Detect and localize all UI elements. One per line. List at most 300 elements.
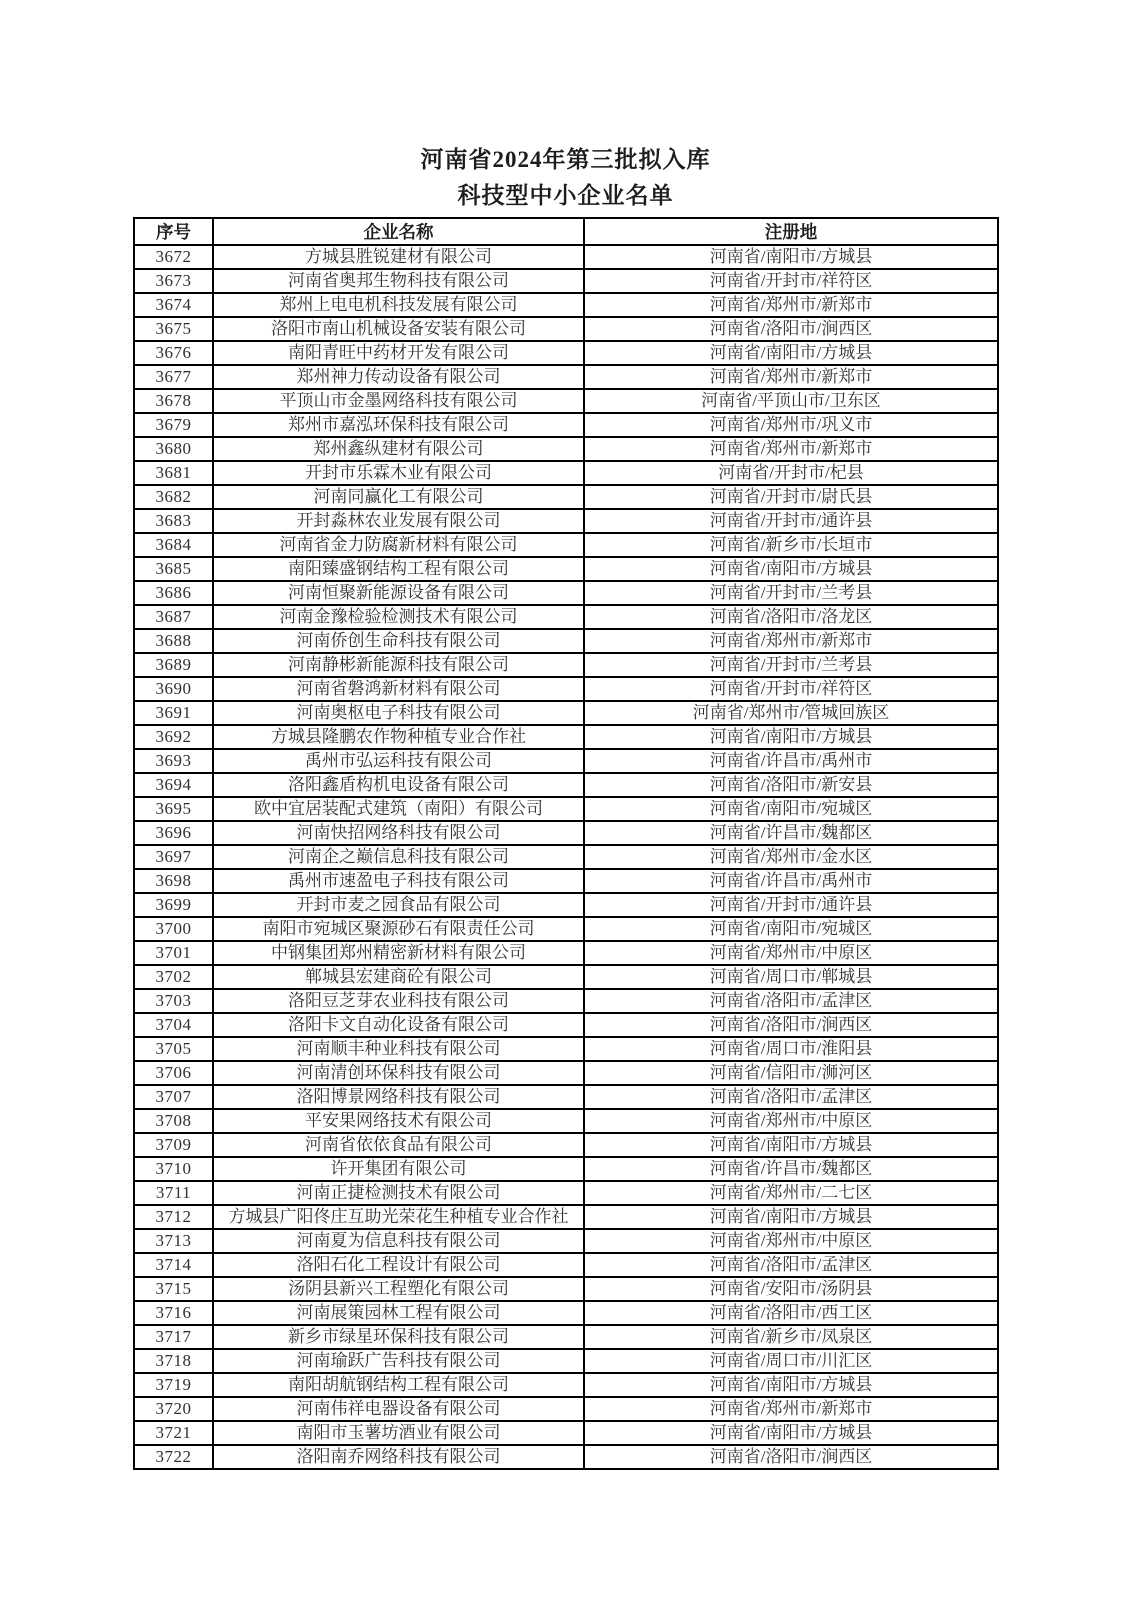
registration-cell bbox=[584, 965, 998, 989]
registration-cell bbox=[584, 317, 998, 341]
table-row bbox=[134, 437, 998, 461]
company-name-cell-text: 新乡市绿星环保科技有限公司 bbox=[288, 1327, 509, 1346]
company-name-cell-text: 洛阳市南山机械设备安装有限公司 bbox=[271, 319, 526, 338]
company-name-cell-text: 中钢集团郑州精密新材料有限公司 bbox=[271, 943, 526, 962]
serial-cell bbox=[134, 821, 213, 845]
registration-cell bbox=[584, 1037, 998, 1061]
registration-cell-text: 河南省/许昌市/禹州市 bbox=[709, 751, 873, 770]
company-name-cell-text: 南阳青旺中药材开发有限公司 bbox=[288, 343, 509, 362]
registration-cell-text: 河南省/周口市/川汇区 bbox=[709, 1351, 873, 1370]
company-name-cell bbox=[213, 1421, 584, 1445]
company-name-cell bbox=[213, 1325, 584, 1349]
serial-cell-text: 3701 bbox=[155, 943, 192, 962]
registration-cell-text: 河南省/洛阳市/涧西区 bbox=[709, 319, 873, 338]
serial-cell-text: 3693 bbox=[155, 751, 192, 770]
company-name-cell bbox=[213, 1277, 584, 1301]
table-row bbox=[134, 1277, 998, 1301]
company-name-cell bbox=[213, 653, 584, 677]
registration-cell bbox=[584, 1109, 998, 1133]
serial-cell-text: 3707 bbox=[155, 1087, 192, 1106]
registration-cell-text: 河南省/洛阳市/涧西区 bbox=[709, 1447, 873, 1466]
table-body bbox=[134, 245, 998, 1469]
company-name-cell-text: 河南恒聚新能源设备有限公司 bbox=[288, 583, 509, 602]
registration-cell-text: 河南省/郑州市/巩义市 bbox=[709, 415, 873, 434]
table-row bbox=[134, 605, 998, 629]
table-row bbox=[134, 341, 998, 365]
company-name-cell-text: 郸城县宏建商砼有限公司 bbox=[305, 967, 492, 986]
company-name-cell bbox=[213, 965, 584, 989]
table-row bbox=[134, 845, 998, 869]
serial-cell-text: 3692 bbox=[155, 727, 192, 746]
serial-cell bbox=[134, 461, 213, 485]
company-name-cell bbox=[213, 1397, 584, 1421]
registration-cell-text: 河南省/新乡市/凤泉区 bbox=[709, 1327, 873, 1346]
registration-cell-text: 河南省/郑州市/中原区 bbox=[709, 1111, 873, 1130]
company-name-cell-text: 洛阳豆芝芽农业科技有限公司 bbox=[288, 991, 509, 1010]
company-name-cell-text: 欧中宜居装配式建筑（南阳）有限公司 bbox=[254, 799, 543, 818]
serial-cell bbox=[134, 677, 213, 701]
registration-cell bbox=[584, 485, 998, 509]
table-row bbox=[134, 1421, 998, 1445]
registration-cell-text: 河南省/南阳市/方城县 bbox=[709, 559, 873, 578]
serial-cell-text: 3715 bbox=[155, 1279, 192, 1298]
company-name-cell-text: 南阳臻盛钢结构工程有限公司 bbox=[288, 559, 509, 578]
table-row bbox=[134, 1445, 998, 1469]
serial-cell-text: 3682 bbox=[155, 487, 192, 506]
table-row bbox=[134, 869, 998, 893]
registration-cell-text: 河南省/郑州市/中原区 bbox=[709, 943, 873, 962]
serial-cell-text: 3687 bbox=[155, 607, 192, 626]
serial-cell bbox=[134, 1325, 213, 1349]
company-name-cell-text: 平顶山市金墨网络科技有限公司 bbox=[279, 391, 518, 410]
serial-cell-text: 3673 bbox=[155, 271, 192, 290]
registration-cell bbox=[584, 1013, 998, 1037]
registration-cell-text: 河南省/南阳市/方城县 bbox=[709, 1375, 873, 1394]
table-row bbox=[134, 1013, 998, 1037]
registration-cell-text: 河南省/郑州市/新郑市 bbox=[709, 1399, 873, 1418]
serial-cell-text: 3689 bbox=[155, 655, 192, 674]
table-row bbox=[134, 389, 998, 413]
registration-cell bbox=[584, 1205, 998, 1229]
serial-cell-text: 3696 bbox=[155, 823, 192, 842]
company-name-cell-text: 河南奥枢电子科技有限公司 bbox=[296, 703, 501, 722]
company-name-cell-text: 南阳市宛城区聚源砂石有限责任公司 bbox=[262, 919, 535, 938]
company-name-cell bbox=[213, 437, 584, 461]
registration-cell-text: 河南省/开封市/兰考县 bbox=[709, 583, 873, 602]
serial-cell-text: 3705 bbox=[155, 1039, 192, 1058]
registration-cell bbox=[584, 413, 998, 437]
serial-cell bbox=[134, 1229, 213, 1253]
company-name-cell bbox=[213, 1157, 584, 1181]
company-name-cell bbox=[213, 845, 584, 869]
company-name-cell-text: 洛阳石化工程设计有限公司 bbox=[296, 1255, 501, 1274]
company-name-cell bbox=[213, 1229, 584, 1253]
company-name-cell bbox=[213, 1133, 584, 1157]
serial-cell bbox=[134, 1301, 213, 1325]
registration-cell bbox=[584, 389, 998, 413]
registration-cell bbox=[584, 797, 998, 821]
serial-cell-text: 3686 bbox=[155, 583, 192, 602]
company-name-cell bbox=[213, 1061, 584, 1085]
registration-cell bbox=[584, 869, 998, 893]
serial-cell-text: 3702 bbox=[155, 967, 192, 986]
company-name-cell bbox=[213, 485, 584, 509]
registration-cell bbox=[584, 461, 998, 485]
registration-cell bbox=[584, 749, 998, 773]
serial-cell-text: 3691 bbox=[155, 703, 192, 722]
company-name-cell-text: 河南侨创生命科技有限公司 bbox=[296, 631, 501, 650]
table-row bbox=[134, 1109, 998, 1133]
table-row bbox=[134, 1373, 998, 1397]
serial-cell bbox=[134, 485, 213, 509]
serial-cell bbox=[134, 1181, 213, 1205]
registration-cell bbox=[584, 989, 998, 1013]
table-row bbox=[134, 653, 998, 677]
serial-cell bbox=[134, 773, 213, 797]
company-name-cell-text: 郑州神力传动设备有限公司 bbox=[296, 367, 501, 386]
serial-cell bbox=[134, 941, 213, 965]
table-row bbox=[134, 1205, 998, 1229]
registration-cell-text: 河南省/洛阳市/孟津区 bbox=[709, 1255, 873, 1274]
serial-cell bbox=[134, 1157, 213, 1181]
company-name-cell bbox=[213, 1445, 584, 1469]
serial-cell bbox=[134, 629, 213, 653]
registration-cell-text: 河南省/开封市/祥符区 bbox=[709, 679, 873, 698]
company-name-cell bbox=[213, 773, 584, 797]
company-name-cell bbox=[213, 701, 584, 725]
serial-cell bbox=[134, 1445, 213, 1469]
registration-cell-text: 河南省/洛阳市/西工区 bbox=[709, 1303, 873, 1322]
serial-cell bbox=[134, 1373, 213, 1397]
serial-cell bbox=[134, 581, 213, 605]
serial-cell-text: 3675 bbox=[155, 319, 192, 338]
registration-cell bbox=[584, 1133, 998, 1157]
table-row bbox=[134, 269, 998, 293]
company-name-cell-text: 开封市乐霖木业有限公司 bbox=[305, 463, 492, 482]
registration-cell bbox=[584, 1349, 998, 1373]
serial-cell-text: 3688 bbox=[155, 631, 192, 650]
registration-cell-text: 河南省/南阳市/宛城区 bbox=[709, 919, 873, 938]
serial-cell bbox=[134, 749, 213, 773]
serial-cell-text: 3684 bbox=[155, 535, 192, 554]
registration-cell bbox=[584, 629, 998, 653]
company-name-cell-text: 河南省依依食品有限公司 bbox=[305, 1135, 492, 1154]
table-row bbox=[134, 725, 998, 749]
serial-cell-text: 3681 bbox=[155, 463, 192, 482]
registration-cell bbox=[584, 581, 998, 605]
document-title bbox=[0, 0, 1131, 214]
registration-cell-text: 河南省/郑州市/金水区 bbox=[709, 847, 873, 866]
serial-cell-text: 3703 bbox=[155, 991, 192, 1010]
registration-cell bbox=[584, 245, 998, 269]
company-name-cell-text: 河南正捷检测技术有限公司 bbox=[296, 1183, 501, 1202]
company-name-cell bbox=[213, 893, 584, 917]
registration-cell-text: 河南省/开封市/通许县 bbox=[709, 511, 873, 530]
table-row bbox=[134, 701, 998, 725]
registration-cell-text: 河南省/周口市/淮阳县 bbox=[709, 1039, 873, 1058]
company-name-cell-text: 禹州市弘运科技有限公司 bbox=[305, 751, 492, 770]
serial-cell bbox=[134, 653, 213, 677]
serial-cell bbox=[134, 1397, 213, 1421]
registration-cell-text: 河南省/郑州市/新郑市 bbox=[709, 439, 873, 458]
serial-cell-text: 3694 bbox=[155, 775, 192, 794]
serial-cell-text: 3698 bbox=[155, 871, 192, 890]
serial-cell-text: 3722 bbox=[155, 1447, 192, 1466]
registration-cell-text: 河南省/南阳市/方城县 bbox=[709, 1207, 873, 1226]
registration-cell bbox=[584, 677, 998, 701]
serial-cell bbox=[134, 1133, 213, 1157]
table-row bbox=[134, 245, 998, 269]
serial-cell-text: 3676 bbox=[155, 343, 192, 362]
company-name-cell-text: 河南顺丰种业科技有限公司 bbox=[296, 1039, 501, 1058]
serial-cell bbox=[134, 1205, 213, 1229]
serial-cell bbox=[134, 389, 213, 413]
company-name-cell bbox=[213, 293, 584, 317]
company-name-cell bbox=[213, 389, 584, 413]
company-name-cell-text: 郑州上电电机科技发展有限公司 bbox=[279, 295, 518, 314]
table-row bbox=[134, 413, 998, 437]
table-row bbox=[134, 893, 998, 917]
registration-cell bbox=[584, 605, 998, 629]
table-row bbox=[134, 1229, 998, 1253]
company-name-cell-text: 河南伟祥电器设备有限公司 bbox=[296, 1399, 501, 1418]
serial-cell bbox=[134, 413, 213, 437]
serial-cell bbox=[134, 437, 213, 461]
serial-cell bbox=[134, 293, 213, 317]
table-row bbox=[134, 293, 998, 317]
company-name-cell bbox=[213, 1085, 584, 1109]
registration-cell bbox=[584, 653, 998, 677]
company-name-cell-text: 河南企之巅信息科技有限公司 bbox=[288, 847, 509, 866]
registration-cell-text: 河南省/郑州市/管城回族区 bbox=[692, 703, 890, 722]
table-row bbox=[134, 1325, 998, 1349]
document-title-line2: 科技型中小企业名单 bbox=[457, 183, 674, 208]
registration-cell bbox=[584, 1085, 998, 1109]
serial-cell bbox=[134, 1349, 213, 1373]
company-name-cell bbox=[213, 461, 584, 485]
registration-cell-text: 河南省/洛阳市/孟津区 bbox=[709, 991, 873, 1010]
serial-cell bbox=[134, 917, 213, 941]
serial-cell-text: 3710 bbox=[155, 1159, 192, 1178]
registration-cell bbox=[584, 269, 998, 293]
company-name-cell-text: 河南瑜跃广告科技有限公司 bbox=[296, 1351, 501, 1370]
serial-cell-text: 3672 bbox=[155, 247, 192, 266]
registration-cell-text: 河南省/许昌市/禹州市 bbox=[709, 871, 873, 890]
company-name-cell-text: 河南省磐鸿新材料有限公司 bbox=[296, 679, 501, 698]
table-row bbox=[134, 629, 998, 653]
company-name-cell bbox=[213, 725, 584, 749]
registration-cell bbox=[584, 1373, 998, 1397]
serial-cell-text: 3716 bbox=[155, 1303, 192, 1322]
company-name-cell bbox=[213, 245, 584, 269]
company-name-cell-text: 郑州鑫纵建材有限公司 bbox=[313, 439, 484, 458]
company-name-cell bbox=[213, 1181, 584, 1205]
company-name-cell bbox=[213, 821, 584, 845]
registration-cell bbox=[584, 509, 998, 533]
registration-cell-text: 河南省/开封市/杞县 bbox=[718, 463, 864, 482]
company-name-cell bbox=[213, 533, 584, 557]
registration-cell-text: 河南省/南阳市/方城县 bbox=[709, 1423, 873, 1442]
company-name-cell bbox=[213, 605, 584, 629]
company-name-cell-text: 平安果网络技术有限公司 bbox=[305, 1111, 492, 1130]
company-name-cell bbox=[213, 1037, 584, 1061]
company-name-cell bbox=[213, 365, 584, 389]
table-row bbox=[134, 1085, 998, 1109]
document-title-line1: 河南省2024年第三批拟入库 bbox=[420, 147, 711, 172]
registration-cell-text: 河南省/周口市/郸城县 bbox=[709, 967, 873, 986]
registration-cell bbox=[584, 1397, 998, 1421]
serial-cell bbox=[134, 245, 213, 269]
table-header-row bbox=[134, 218, 998, 245]
table-row bbox=[134, 989, 998, 1013]
registration-cell bbox=[584, 1229, 998, 1253]
company-name-cell-text: 许开集团有限公司 bbox=[330, 1159, 467, 1178]
serial-cell bbox=[134, 533, 213, 557]
registration-cell bbox=[584, 701, 998, 725]
serial-cell bbox=[134, 1421, 213, 1445]
registration-cell bbox=[584, 1325, 998, 1349]
table-row bbox=[134, 509, 998, 533]
company-name-cell-text: 河南清创环保科技有限公司 bbox=[296, 1063, 501, 1082]
company-name-cell-text: 河南金豫检验检测技术有限公司 bbox=[279, 607, 518, 626]
company-name-cell-text: 洛阳鑫盾构机电设备有限公司 bbox=[288, 775, 509, 794]
company-name-cell-text: 河南省奥邦生物科技有限公司 bbox=[288, 271, 509, 290]
company-name-cell-text: 郑州市嘉泓环保科技有限公司 bbox=[288, 415, 509, 434]
company-name-cell-text: 汤阴县新兴工程塑化有限公司 bbox=[288, 1279, 509, 1298]
registration-cell-text: 河南省/平顶山市/卫东区 bbox=[701, 391, 881, 410]
serial-cell bbox=[134, 965, 213, 989]
table-row bbox=[134, 1133, 998, 1157]
company-name-cell bbox=[213, 1253, 584, 1277]
registration-cell-text: 河南省/南阳市/方城县 bbox=[709, 247, 873, 266]
serial-cell-text: 3679 bbox=[155, 415, 192, 434]
serial-cell-text: 3700 bbox=[155, 919, 192, 938]
registration-cell bbox=[584, 341, 998, 365]
company-name-cell bbox=[213, 749, 584, 773]
registration-cell-text: 河南省/南阳市/宛城区 bbox=[709, 799, 873, 818]
company-name-cell-text: 洛阳卡文自动化设备有限公司 bbox=[288, 1015, 509, 1034]
table-row bbox=[134, 1037, 998, 1061]
registration-cell-text: 河南省/郑州市/二七区 bbox=[709, 1183, 873, 1202]
table-row bbox=[134, 461, 998, 485]
company-name-cell-text: 开封市麦之园食品有限公司 bbox=[296, 895, 501, 914]
company-name-cell-text: 河南静彬新能源科技有限公司 bbox=[288, 655, 509, 674]
registration-cell-text: 河南省/洛阳市/孟津区 bbox=[709, 1087, 873, 1106]
company-name-cell bbox=[213, 1109, 584, 1133]
registration-cell-text: 河南省/郑州市/新郑市 bbox=[709, 631, 873, 650]
table-row bbox=[134, 1157, 998, 1181]
serial-cell bbox=[134, 557, 213, 581]
serial-cell bbox=[134, 725, 213, 749]
registration-cell-text: 河南省/郑州市/中原区 bbox=[709, 1231, 873, 1250]
serial-cell-text: 3709 bbox=[155, 1135, 192, 1154]
company-name-cell-text: 河南快招网络科技有限公司 bbox=[296, 823, 501, 842]
registration-cell-text: 河南省/安阳市/汤阴县 bbox=[709, 1279, 873, 1298]
registration-cell-text: 河南省/南阳市/方城县 bbox=[709, 727, 873, 746]
serial-cell bbox=[134, 1037, 213, 1061]
serial-cell bbox=[134, 989, 213, 1013]
table-row bbox=[134, 1061, 998, 1085]
registration-cell bbox=[584, 1157, 998, 1181]
serial-cell bbox=[134, 701, 213, 725]
company-name-cell-text: 河南同赢化工有限公司 bbox=[313, 487, 484, 506]
serial-cell bbox=[134, 1109, 213, 1133]
header-company-name: 企业名称 bbox=[213, 218, 584, 245]
serial-cell bbox=[134, 1061, 213, 1085]
serial-cell bbox=[134, 605, 213, 629]
table-row bbox=[134, 749, 998, 773]
serial-cell bbox=[134, 1253, 213, 1277]
table-row bbox=[134, 1181, 998, 1205]
registration-cell bbox=[584, 1061, 998, 1085]
serial-cell-text: 3680 bbox=[155, 439, 192, 458]
table-row bbox=[134, 965, 998, 989]
serial-cell bbox=[134, 869, 213, 893]
serial-cell bbox=[134, 509, 213, 533]
serial-cell-text: 3690 bbox=[155, 679, 192, 698]
header-registration-place: 注册地 bbox=[584, 218, 998, 245]
serial-cell bbox=[134, 797, 213, 821]
table-row bbox=[134, 1253, 998, 1277]
company-name-cell-text: 洛阳南乔网络科技有限公司 bbox=[296, 1447, 501, 1466]
company-name-cell-text: 河南展策园林工程有限公司 bbox=[296, 1303, 501, 1322]
serial-cell-text: 3706 bbox=[155, 1063, 192, 1082]
company-name-cell bbox=[213, 509, 584, 533]
serial-cell-text: 3677 bbox=[155, 367, 192, 386]
company-name-cell-text: 河南夏为信息科技有限公司 bbox=[296, 1231, 501, 1250]
registration-cell bbox=[584, 773, 998, 797]
company-name-cell bbox=[213, 557, 584, 581]
table-row bbox=[134, 677, 998, 701]
registration-cell-text: 河南省/洛阳市/洛龙区 bbox=[709, 607, 873, 626]
serial-cell-text: 3699 bbox=[155, 895, 192, 914]
registration-cell bbox=[584, 1277, 998, 1301]
serial-cell bbox=[134, 1085, 213, 1109]
registration-cell bbox=[584, 1253, 998, 1277]
registration-cell-text: 河南省/许昌市/魏都区 bbox=[709, 823, 873, 842]
registration-cell-text: 河南省/开封市/兰考县 bbox=[709, 655, 873, 674]
registration-cell bbox=[584, 1181, 998, 1205]
registration-cell bbox=[584, 1445, 998, 1469]
table-row bbox=[134, 533, 998, 557]
table-row bbox=[134, 821, 998, 845]
serial-cell-text: 3714 bbox=[155, 1255, 192, 1274]
company-name-cell bbox=[213, 989, 584, 1013]
registration-cell-text: 河南省/郑州市/新郑市 bbox=[709, 367, 873, 386]
company-name-cell bbox=[213, 941, 584, 965]
registration-cell-text: 河南省/开封市/尉氏县 bbox=[709, 487, 873, 506]
registration-cell-text: 河南省/许昌市/魏都区 bbox=[709, 1159, 873, 1178]
company-name-cell bbox=[213, 677, 584, 701]
serial-cell-text: 3718 bbox=[155, 1351, 192, 1370]
serial-cell-text: 3719 bbox=[155, 1375, 192, 1394]
serial-cell-text: 3697 bbox=[155, 847, 192, 866]
table-row bbox=[134, 917, 998, 941]
serial-cell-text: 3720 bbox=[155, 1399, 192, 1418]
company-name-cell-text: 河南省金力防腐新材料有限公司 bbox=[279, 535, 518, 554]
registration-cell-text: 河南省/开封市/祥符区 bbox=[709, 271, 873, 290]
table-row bbox=[134, 1397, 998, 1421]
registration-cell bbox=[584, 893, 998, 917]
company-name-cell bbox=[213, 917, 584, 941]
company-name-cell-text: 洛阳博景网络科技有限公司 bbox=[296, 1087, 501, 1106]
company-name-cell bbox=[213, 797, 584, 821]
company-name-cell bbox=[213, 869, 584, 893]
serial-cell bbox=[134, 317, 213, 341]
company-name-cell bbox=[213, 629, 584, 653]
company-name-cell bbox=[213, 1349, 584, 1373]
serial-cell-text: 3674 bbox=[155, 295, 192, 314]
